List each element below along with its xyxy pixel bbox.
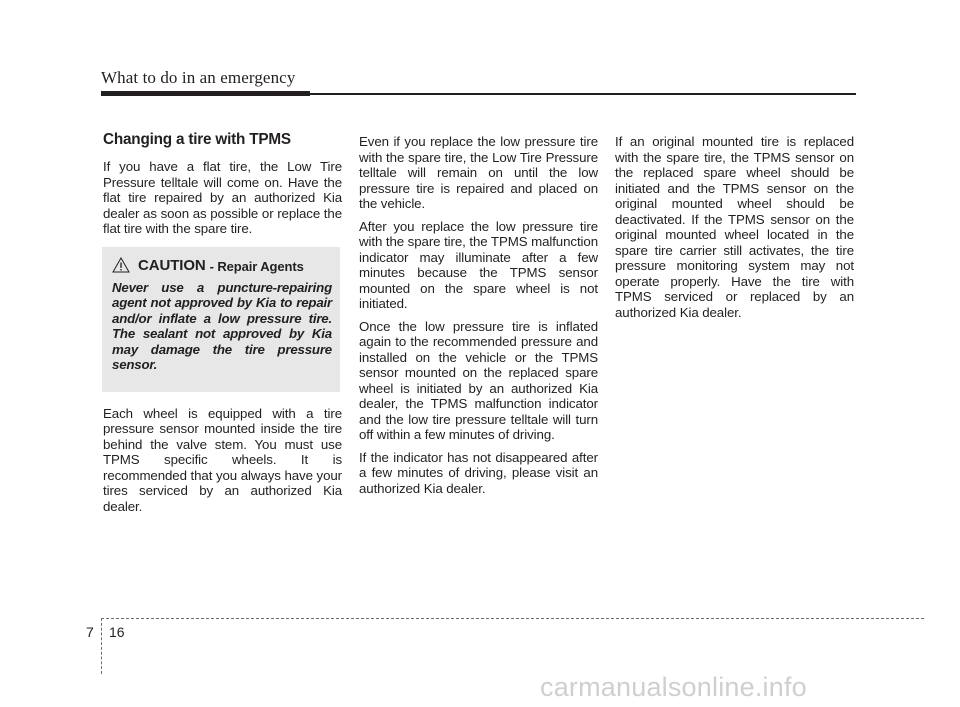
paragraph: If you have a flat tire, the Low Tire Pressure telltale will come on. Have the flat tire repaired by an authorized Kia dealer as soon as possible or replace the flat tire with the spare tire.	[103, 159, 342, 236]
warning-triangle-icon	[112, 257, 130, 273]
section-heading: Changing a tire with TPMS	[103, 131, 291, 148]
header-rule-thick	[101, 91, 310, 96]
section-header-title: What to do in an emergency	[101, 68, 296, 87]
caution-label: CAUTION	[138, 256, 206, 274]
column-1	[103, 131, 342, 521]
footer-vertical-rule	[101, 618, 102, 674]
paragraph: Each wheel is equipped with a tire pressure sensor mounted inside the tire behind the valve stem. You must use TPMS specific wheels. It is recommended that you always have your tires serviced by an authorized Kia dealer.	[103, 405, 342, 514]
chapter-number: 7	[86, 624, 94, 640]
column-2	[359, 134, 598, 503]
paragraph: Once the low pressure tire is inflated again to the recommended pressure and installed on the vehicle or the TPMS sensor mounted on the replaced spare wheel is initiated by an authorized Kia dealer, the TPMS malfunction indicator and the low tire pressure telltale will turn off within a few minutes of driving.	[359, 318, 598, 442]
footer-rule	[101, 618, 924, 619]
caution-box	[102, 247, 340, 392]
caution-header	[112, 257, 332, 274]
paragraph: If an original mounted tire is replaced with the spare tire, the TPMS sensor on the replaced spare wheel should be initiated and the TPMS sensor on the original mounted wheel should be deactivated. If the TPMS sensor on the original mounted wheel located in the spare tire carrier still activates, the tire pressure monitoring system may not operate properly. Have the tire with TPMS serviced or replaced by an authorized Kia dealer.	[615, 134, 854, 320]
paragraph: After you replace the low pressure tire with the spare tire, the TPMS malfunction indicator may illuminate after a few minutes because the TPMS sensor mounted on the spare wheel is not initiated.	[359, 218, 598, 311]
column-3	[615, 134, 854, 327]
caution-sublabel: - Repair Agents	[209, 258, 304, 274]
page-number: 16	[109, 624, 125, 640]
paragraph: Even if you replace the low pressure tire with the spare tire, the Low Tire Pressure telltale will remain on until the low pressure tire is repaired and placed on the vehicle.	[359, 134, 598, 211]
header-rule-thin	[310, 93, 856, 95]
paragraph: If the indicator has not disappeared after a few minutes of driving, please visit an authorized Kia dealer.	[359, 449, 598, 496]
watermark: carmanualsonline.info	[540, 672, 807, 702]
caution-text: Never use a puncture-repairing agent not approved by Kia to repair and/or inflate a low pressure tire. The sealant not approved by Kia may damage the tire pressure sensor.	[112, 279, 332, 372]
